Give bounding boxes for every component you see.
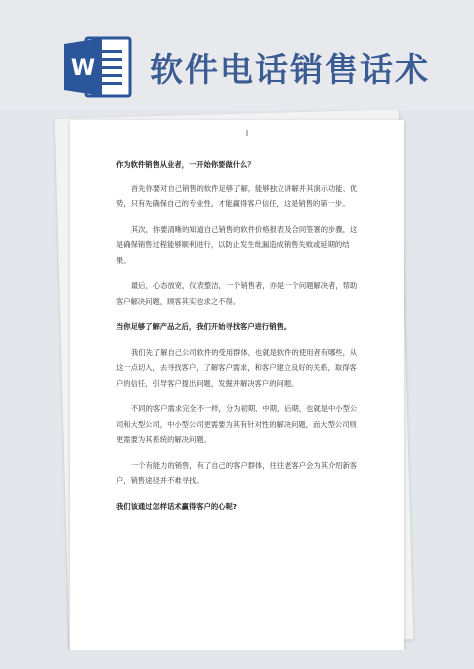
section-heading: 作为软件销售从业者，一开始你要做什么？ (116, 160, 255, 169)
body-paragraph: 我们先了解自己公司软件的受用群体，也就是软件的使用者有哪些，从这一点切入，去寻找客户，了解客户需求，和客户建立良好的关系，取得客户的信任，引导客户提出问题，发掘并解决客户的问题。 (116, 347, 358, 388)
body-paragraph: 首先你要对自己销售的软件足够了解，能够独立讲解并其演示功能、优势，只有先确保自己的专业性，才能赢得客户信任，这是销售的第一步。 (116, 183, 358, 208)
body-paragraph: 不同的客户需求完全不一样，分为初期、中期、后期，也就是中小型公司和大型公司，中小型公司更需要为其有针对性的解决问题，而大型公司则更需要为其系统的解决问题。 (116, 404, 358, 444)
word-document-icon (64, 36, 132, 98)
svg-text:W: W (70, 56, 96, 81)
document-title: 软件电话销售话术 (150, 50, 430, 89)
document-page (70, 120, 404, 650)
body-paragraph: 其次，你要清晰的知道自己销售的软件价格报表及合同签署的步骤，这是确保销售过程能够顺利进行，以防止发生纰漏造成销售失败或延期的结果。 (116, 224, 358, 265)
page-top-mark (246, 130, 248, 136)
section-heading: 当你足够了解产品之后，我们开始寻找客户进行销售。 (116, 322, 292, 331)
body-paragraph: 最后，心态放宽，仪表整洁，一个销售者，亦是一个问题解决者，帮助客户解决问题，顾客其实也求之不得。 (116, 281, 358, 306)
footer-band (0, 650, 474, 669)
header-banner (0, 0, 474, 110)
document-body (116, 157, 360, 524)
section-heading: 我们该通过怎样话术赢得客户的心呢? (116, 501, 237, 511)
body-paragraph: 一个有能力的销售，有了自己的客户群体，往往老客户会为其介绍新客户，销售途径并不难寻找。 (116, 460, 358, 485)
